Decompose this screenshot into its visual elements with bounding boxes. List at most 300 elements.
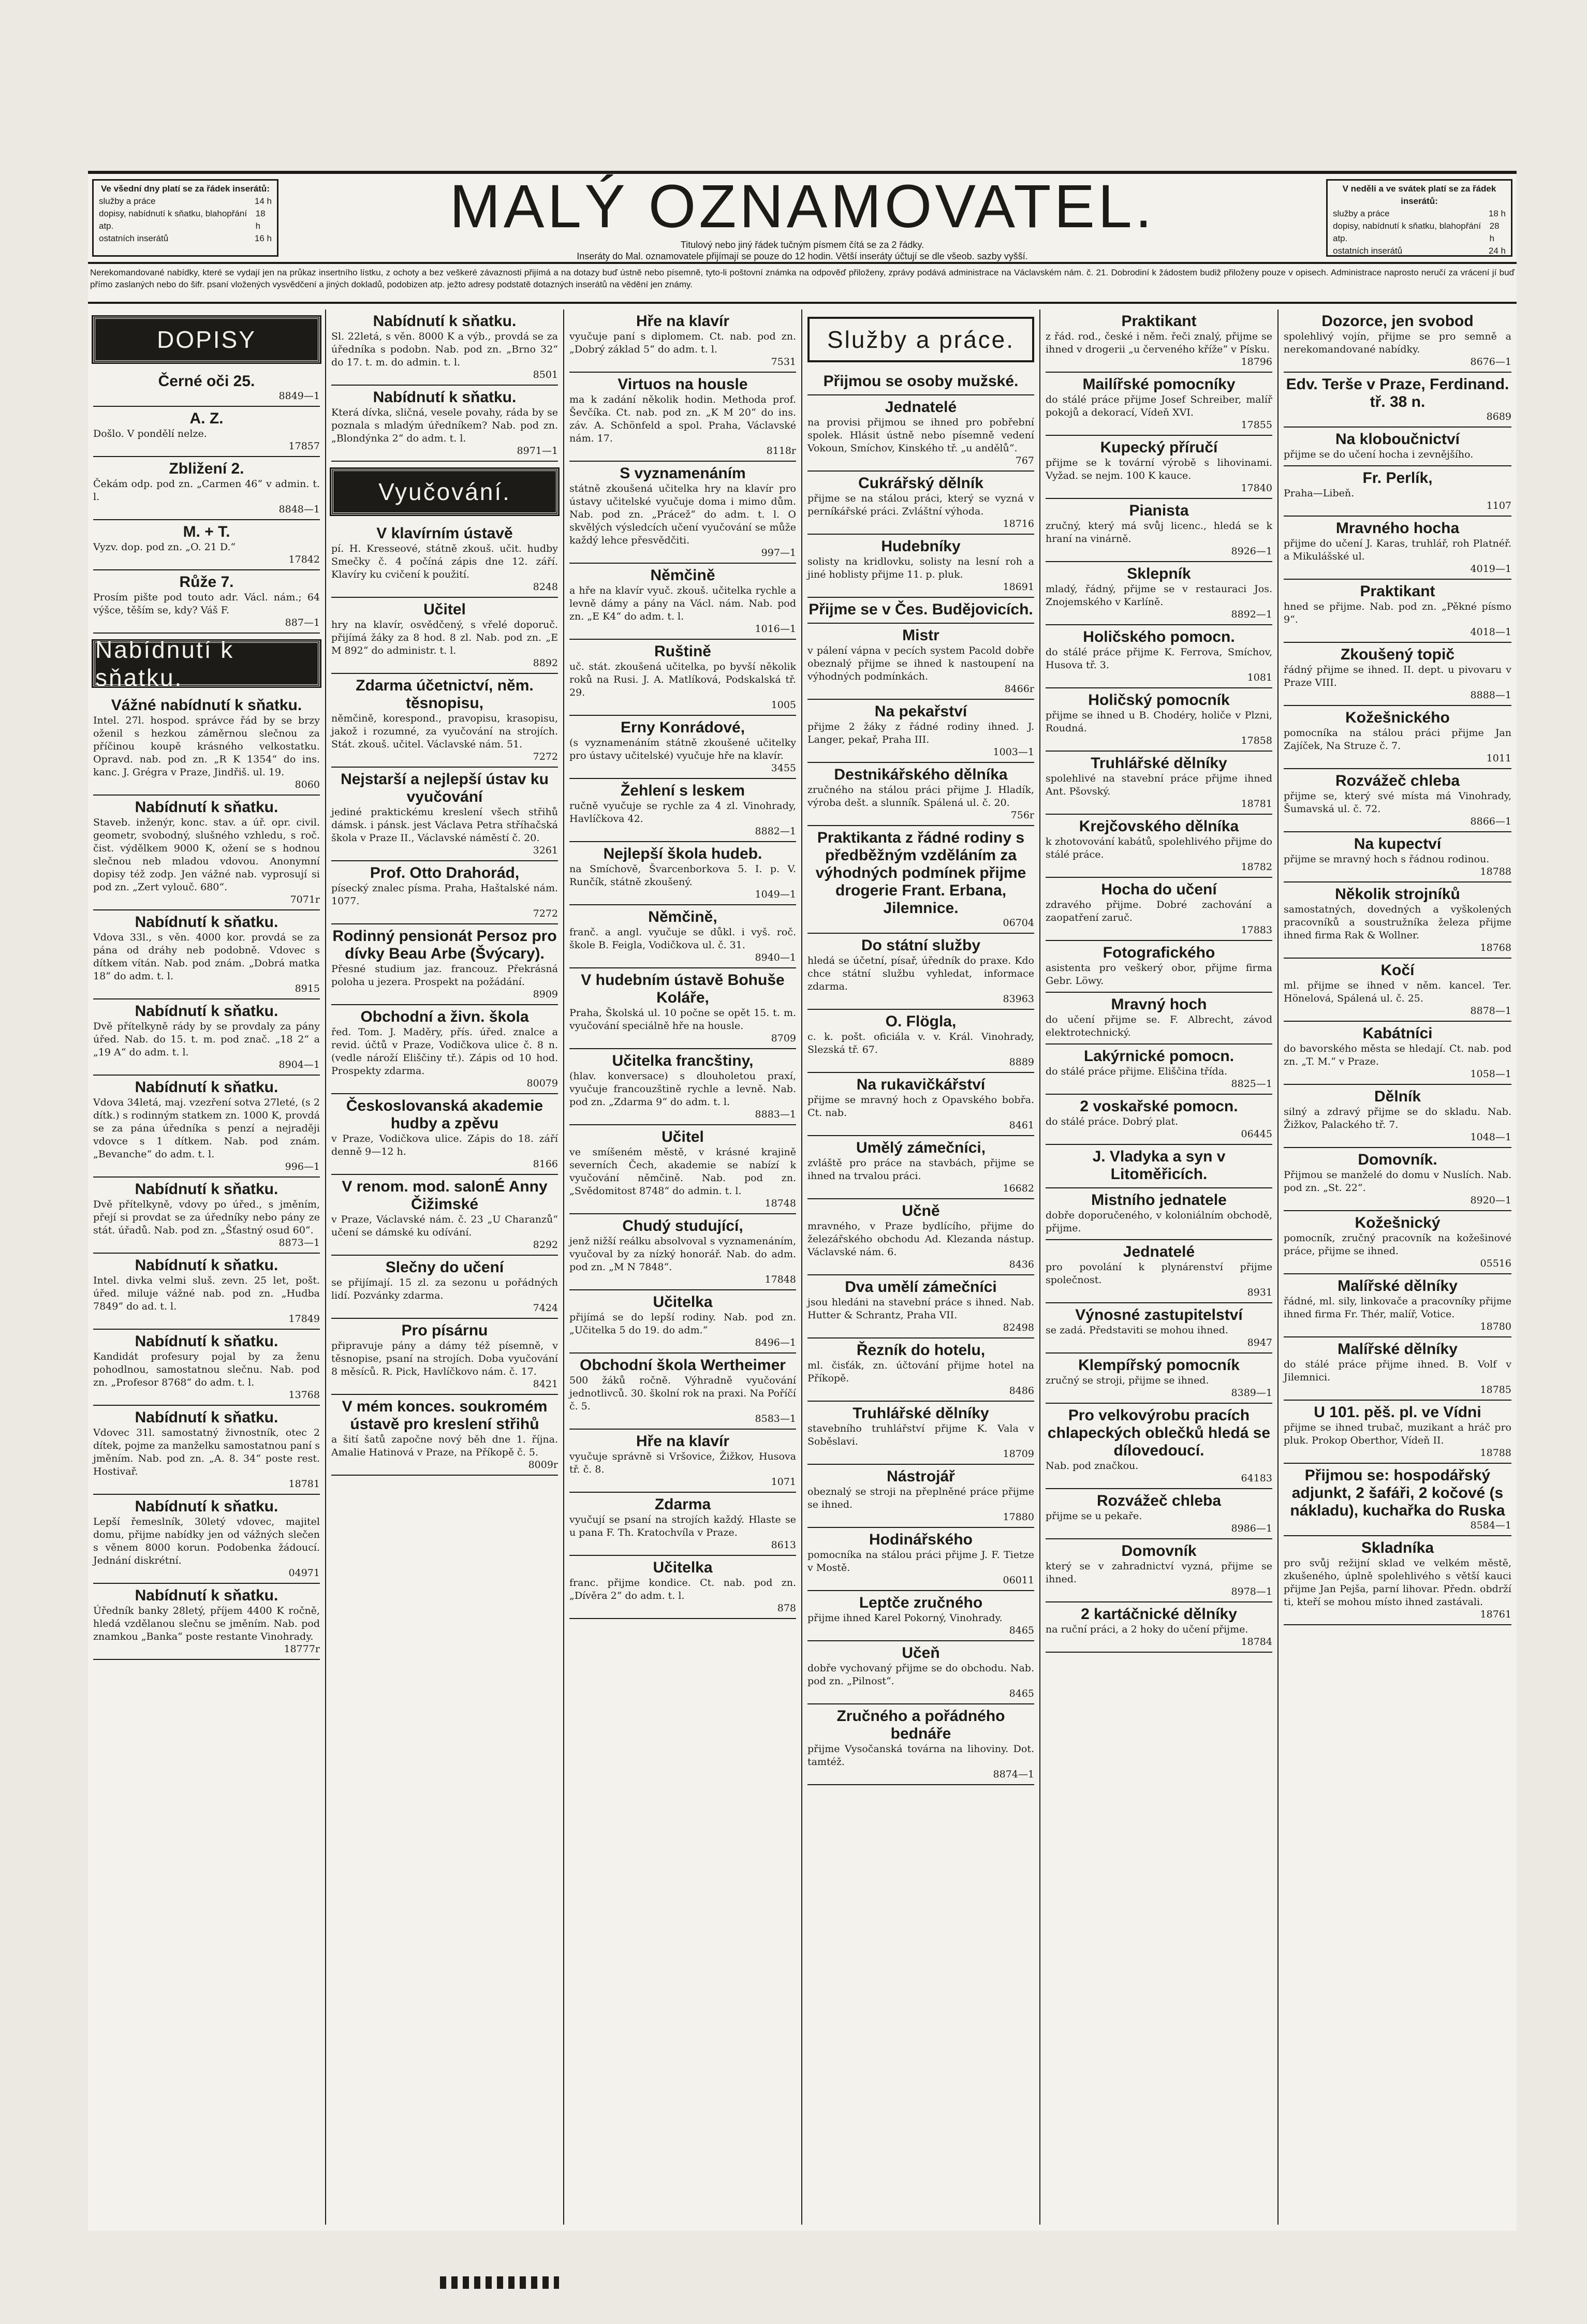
ad-headline: Hodinářského [869,1531,973,1548]
ad-body: přijme se k tovární výrobě s lihovinami. Vyžad. se nejm. 100 K kauce. [1046,457,1272,481]
ad-headline: Edv. Terše v Praze, Ferdinand. tř. 38 n. [1286,376,1509,410]
classified-ad [93,370,320,407]
ad-headline: Krejčovského dělníka [1079,818,1239,835]
rate-row [1333,208,1506,220]
classified-ad [1046,1095,1272,1145]
ad-body: přijme se u pekaře. [1046,1510,1142,1522]
ad-body: jediné praktickému kreslení všech střihů dámsk. i pánsk. jest Václava Petra stříhačská škola v Praze II., Václavské náměstí č. 20. [331,806,558,844]
ad-headline: Nabídnutí k sňatku. [135,1181,278,1198]
ad-headline: Kabátníci [1362,1025,1433,1042]
ad-body: ml. přijme se ihned v něm. kancel. Ter. Hönelová, Spálená ul. č. 25. [1284,980,1511,1004]
ad-headline: Mravného hocha [1335,520,1460,537]
ad-headline: Dozorce, jen svobod [1321,313,1474,330]
classified-ad [93,407,320,457]
classified-ad [807,1528,1034,1591]
classified-ad [93,999,320,1076]
classified-ad [1046,1145,1272,1188]
ad-number: 8486 [1009,1385,1034,1396]
rates-weekday-heading: Ve všední dny platí se za řádek inserátů: [101,184,270,194]
ad-headline: Nabídnutí k sňatku. [135,1498,278,1515]
ad-number: 3455 [771,762,796,774]
ad-headline: V klavírním ústavě [376,525,513,542]
classified-ad [1046,1489,1272,1539]
classified-ad [569,968,796,1049]
ad-number: 8849—1 [278,390,320,402]
ad-number: 06445 [1241,1128,1272,1140]
ad-headline: S vyznamenáním [620,465,746,482]
ad-headline: Přijmou se osoby mužské. [823,373,1019,390]
ad-number: 8889 [1009,1056,1034,1068]
classified-ad [807,535,1034,598]
ad-number: 8461 [1009,1120,1034,1131]
ad-headline: Jednatelé [885,399,957,416]
ad-headline: Jednatelé [1123,1243,1195,1260]
ad-body: zdravého přijme. Dobré zachování a zaopatření zaruč. [1046,899,1272,923]
ad-headline: Truhlářské dělníky [853,1405,989,1422]
classified-ad [807,1704,1034,1785]
ad-number: 8060 [295,779,320,790]
classified-ad [1046,752,1272,815]
ad-number: 8866—1 [1470,816,1511,827]
ad-headline: Mailířské pomocníky [1082,376,1236,393]
classified-ad [1284,769,1511,832]
classified-ad [807,1073,1034,1136]
ad-body: do stálé práce přijme. Eliščina třída. [1046,1066,1228,1077]
classified-ad [331,768,558,861]
ad-body: který se v zahradnictví vyzná, přijme se ihned. [1046,1561,1272,1585]
classified-ad [1284,706,1511,769]
ad-headline: Vážné nabídnutí k sňatku. [111,697,302,714]
ad-number: 8496—1 [755,1337,796,1348]
ad-headline: 2 kartáčnické dělníky [1081,1606,1237,1623]
ad-headline: J. Vladyka a syn v Litoměřicích. [1092,1148,1226,1183]
ad-body: a hře na klavír vyuč. zkouš. učitelka rychle a levně dámy a pány na Václ. nám. Nab. pod zn. „E K4“ do adm. t. l. [569,585,796,622]
ad-headline: Nabídnutí k sňatku. [135,799,278,816]
classified-ad [93,694,320,796]
classified-ad [1046,1404,1272,1489]
ad-body: na Smíchově, Švarcenborkova 5. I. p. V. Runčík, státně zkoušený. [569,863,796,888]
ad-number: 8436 [1009,1259,1034,1270]
rate-label: ostatních inserátů [1333,246,1403,256]
ad-number: 767 [1015,455,1034,466]
ad-body: Přijmou se manželé do domu v Nuslích. Nab. pod zn. „St. 22“. [1284,1169,1511,1194]
ad-body: přijme se ihned u B. Chodéry, holiče v Plzni, Roudná. [1046,710,1272,734]
ad-headline: Kožešnického [1345,709,1450,726]
classified-ad [1284,1022,1511,1085]
ad-body: zručného na stálou práci přijme J. Hladík, výroba dešt. a slunník. Spálená ul. č. 20. [807,784,1034,808]
ad-headline: Nabídnutí k sňatku. [135,1003,278,1020]
classified-ad [331,1175,558,1256]
ad-number: 83963 [1003,993,1034,1005]
classified-ad [93,1584,320,1660]
ad-number: 7424 [533,1302,558,1314]
classified-ad [569,1125,796,1214]
classified-ad [807,763,1034,826]
ad-number: 17858 [1241,735,1272,746]
ad-number: 18777r [284,1643,320,1655]
ad-headline: Klempířský pomocník [1078,1357,1240,1374]
ad-number: 8009r [528,1459,558,1470]
ad-number: 878 [777,1602,796,1614]
ad-number: 18781 [1241,798,1272,810]
ad-number: 8883—1 [755,1109,796,1120]
ad-body: zručný se stroji, přijme se ihned. [1046,1375,1209,1386]
ad-number: 06704 [1003,917,1034,929]
rate-label: dopisy, nabídnutí k sňatku, blahopřání atp. [99,209,247,231]
classified-ad [569,1354,796,1430]
ad-body: obeznalý se stroji na přeplněné práce přijme se ihned. [807,1486,1034,1510]
ad-headline: Pianista [1129,502,1189,519]
ad-body: Staveb. inženýr, konc. stav. a úř. opr. civil. geometr, svobodný, slušného vzhledu, s roč. čist. výdělkem 9000 K, ožení se s hodnou slečnou neb mladou vdovou. Anonymní dopisy též zodp. Jen vážné nab. vyprosují si pod zn. „Zert vylouč. 680“. [93,817,320,893]
ad-number: 17855 [1241,419,1272,431]
rates-holiday-heading: V neděli a ve svátek platí se za řádek inserátů: [1342,184,1496,206]
ad-headline: Nejstarší a nejlepší ústav ku vyučování [341,771,549,805]
ad-number: 8676—1 [1470,356,1511,367]
ad-number: 17883 [1241,924,1272,936]
ad-headline: Žehlení s leskem [620,782,745,799]
ad-number: 17840 [1241,482,1272,494]
section-banner: DOPISY [93,317,320,362]
classified-ad [1284,428,1511,466]
ad-number: 17857 [288,440,320,452]
binding-stitches [440,2276,559,2289]
ad-headline: Pro písárnu [401,1322,488,1339]
ad-number: 8915 [295,983,320,994]
classified-ad [93,1330,320,1406]
rate-price: 28 h [1489,221,1500,243]
ad-body: stavebního truhlářství přijme K. Vala v Soběslavi. [807,1423,1034,1447]
ad-body: solisty na kridlovku, solisty na lesní roh a jiné hoblisty přijme 11. p. pluk. [807,556,1034,580]
classified-ad [1046,993,1272,1045]
ad-headline: Učitel [662,1128,704,1145]
classified-ad [569,1214,796,1290]
ad-body: z řád. rod., české i něm. řeči znalý, přijme se ihned v drogerii „u červeného kříže“ v Písku. [1046,331,1272,355]
ad-number: 17842 [288,554,320,565]
rate-price: 18 h [255,209,266,231]
ad-headline: Prof. Otto Drahorád, [370,864,520,881]
ad-number: 1071 [771,1476,796,1488]
ad-column [1279,310,1517,2225]
ad-body: přijme do učení J. Karas, truhlář, roh Platnéř. a Mikulášské ul. [1284,538,1511,562]
ad-number: 8947 [1247,1337,1272,1348]
ad-body: Lepší řemeslník, 30letý vdovec, majitel domu, přijme nabídky jen od vážných slečen s věnem 8000 korun. Podobenka žádoucí. Jednání diskrétní. [93,1516,320,1566]
classified-ad [1284,517,1511,580]
classified-ad [1284,1148,1511,1211]
classified-ad [807,934,1034,1010]
ad-body: dobře doporučeného, v koloniálním obchodě, přijme. [1046,1210,1272,1234]
classified-ad [1284,1337,1511,1401]
classified-ad [1284,373,1511,428]
classified-ad [1284,1464,1511,1536]
classified-ad [1284,1211,1511,1274]
ad-headline: Lakýrnické pomocn. [1083,1048,1235,1065]
ad-number: 18761 [1480,1609,1511,1620]
ad-headline: Učitelka francštiny, [612,1052,754,1069]
classified-ad [1046,1188,1272,1240]
ad-headline: Černé oči 25. [158,373,255,390]
classified-ad [1284,1536,1511,1625]
classified-ad [569,373,796,462]
ad-number: 3261 [533,845,558,856]
classified-ad [93,457,320,520]
ad-headline: Na kloboučnictví [1335,431,1460,448]
ad-headline: V renom. mod. salonÉ Anny Čižimské [342,1178,548,1213]
ad-headline: M. + T. [183,523,230,540]
classified-ad [569,1290,796,1354]
ad-number: 8613 [771,1539,796,1551]
ad-column [802,310,1040,2225]
ad-headline: Učitel [423,601,466,618]
ad-body: mladý, řádný, přijme se v restauraci Jos. Znojemského v Karlíně. [1046,583,1272,608]
classified-ad [331,522,558,598]
ad-body: v Praze, Vodičkova ulice. Zápis do 18. září denně 9—12 h. [331,1133,558,1157]
ad-number: 1005 [771,699,796,711]
classified-ad [1284,643,1511,706]
rate-price: 18 h [1488,209,1506,218]
ad-number: 8909 [533,989,558,1000]
ad-number: 8986—1 [1231,1523,1272,1534]
ad-headline: Hře na klavír [636,313,730,330]
ad-headline: Nabídnutí k sňatku. [135,1333,278,1350]
classified-ad [1046,373,1272,436]
classified-ad [1046,1045,1272,1095]
ad-headline: Umělý zámečníci, [856,1139,986,1156]
section-banner: Služby a práce. [807,317,1034,362]
ad-body: přijme se na stálou práci, který se vyzná v perníkářské práci. Zvláštní výhoda. [807,493,1034,517]
ad-headline: Fotografického [1103,944,1215,961]
classified-ad [93,1076,320,1178]
ad-headline: Do státní služby [861,937,981,954]
masthead [88,171,1517,264]
rate-price: 24 h [1488,246,1506,256]
classified-ad [331,924,558,1005]
ad-headline: Nabídnutí k sňatku. [135,1409,278,1426]
ad-body: do bavorského města se hledají. Ct. nab. pod zn. „T. M.“ v Praze. [1284,1043,1511,1067]
classified-ad [569,905,796,968]
ad-number: 8878—1 [1470,1005,1511,1017]
classified-ad [1046,878,1272,941]
classified-ad [807,826,1034,934]
classified-ad [93,1178,320,1254]
ad-body: přijímá se do lepší rodiny. Nab. pod zn. „Učitelka 5 do 19. do adm.“ [569,1312,796,1336]
ad-body: přijme se, který své místa má Vinohrady, Šumavská ul. č. 72. [1284,790,1511,815]
ad-body: c. k. pošt. oficiála v. v. Král. Vinohrady, Slezská tř. 67. [807,1031,1034,1055]
ad-headline: Mistr [902,627,939,644]
rate-row [1333,220,1506,245]
ad-headline: Učně [902,1202,940,1219]
ad-number: 18709 [1003,1448,1034,1460]
classified-ad [1046,688,1272,752]
classified-ad [331,598,558,674]
ad-headline: Nabídnutí k sňatku. [135,914,278,931]
ad-column [1040,310,1279,2225]
ad-number: 8584—1 [1470,1520,1511,1531]
ad-headline: Zdarma účetnictví, něm. těsnopisu, [356,677,534,712]
classified-ad [331,386,558,462]
classified-ad [1046,1354,1272,1404]
ad-body: (hlav. konversace) s dlouholetou praxí, vyučuje francouzštině rychle a levně. Nab. pod zn. „Zdarma 9“ do adm. t. l. [569,1070,796,1108]
ad-body: němčině, korespond., pravopisu, krasopisu, jakož i rozumné, za vyučování na strojích. Stát. zkouš. učitel. Václavské nám. 51. [331,713,558,750]
ad-number: 7071r [290,894,320,905]
classified-ad [1046,1240,1272,1303]
ad-headline: Erny Konrádové, [620,719,745,736]
classified-ad [1284,1274,1511,1337]
ad-number: 8465 [1009,1688,1034,1699]
ad-number: 8940—1 [755,952,796,963]
ad-headline: Praktikanta z řádné rodiny s předběžným vzděláním za výhodných podmínek přijme drogerie Frant. Erbana, Jilemnice. [815,829,1026,917]
classified-ad [807,1010,1034,1073]
ad-headline: Malířské dělníky [1338,1341,1458,1358]
ad-headline: V mém konces. soukromém ústavě pro kreslení střihů [342,1398,548,1433]
classified-ad [93,1495,320,1584]
classified-ad [93,570,320,634]
ad-headline: Českoslovanská akademie hudby a zpěvu [346,1097,543,1132]
ad-body: Vdovec 31l. samostatný živnostník, otec 2 dítek, pojme za manželku samostatnou paní s jměním. Nab. pod zn. „A. 8. 34“ poste rest. Hostivař. [93,1427,320,1477]
ad-columns [88,310,1517,2225]
ad-headline: Skladníka [1361,1539,1434,1556]
ad-number: 18785 [1480,1384,1511,1395]
ad-column [326,310,564,2225]
ad-body: zvláště pro práce na stavbách, přijme se ihned na trvalou práci. [807,1157,1034,1182]
classified-ad [807,1275,1034,1338]
ad-number: 82498 [1003,1322,1034,1333]
ad-body: pro povolání k plynárenství přijme společnost. [1046,1261,1272,1286]
classified-ad [1046,562,1272,625]
ad-body: hledá se účetní, písař, úředník do praxe. Kdo chce státní službu vyhledat, informace zdarma. [807,955,1034,992]
ad-number: 17849 [288,1313,320,1325]
ad-number: 8882—1 [755,826,796,837]
ad-number: 18691 [1003,581,1034,593]
ad-number: 8709 [771,1033,796,1044]
ad-headline: Holičský pomocník [1088,692,1230,709]
ad-body: Dvě přítelkyně rády by se provdaly za pány úřed. Nab. do 15. t. m. pod znač. „18 2“ a „19 A“ do adm. t. l. [93,1021,320,1058]
ad-number: 1016—1 [755,623,796,635]
classified-ad [1046,1303,1272,1354]
section-banner: Vyučování. [331,469,558,514]
rates-holiday [1326,179,1512,257]
ad-body: jsou hledáni na stavební práce s ihned. Nab. Hutter & Schrantz, Praha VII. [807,1297,1034,1321]
ad-headline: Domovník. [1358,1151,1437,1168]
ad-body: přijme se mravný hoch z Opavského bobřa. Ct. nab. [807,1094,1034,1119]
ad-body: Intel. 27l. hospod. správce řád by se brzy oženil s hezkou záměrnou slečnou za příčinou koupě krásného velkostatku. Opravd. nab. pod zn. „R K 1354“ do ins. kanc. J. Grégra v Praze, Jindřiš. ul. 19. [93,715,320,778]
ad-number: 997—1 [761,547,796,558]
ad-number: 8848—1 [278,504,320,515]
classified-ad [331,1319,558,1395]
ad-number: 17848 [765,1274,796,1285]
ad-number: 18780 [1480,1321,1511,1332]
ad-headline: Fr. Perlík, [1362,469,1433,487]
ad-body: přijme Vysočanská továrna na lihoviny. Dot. tamtéž. [807,1743,1034,1768]
section-banner: Nabídnutí k sňatku. [93,641,320,686]
ad-body: řed. Tom. J. Maděry, přís. úřed. znalce a revid. účtů v Praze, Vodičkova ulice č. 8 n. (vedle nároží Eliščiny tř.). Zápis od 10 hod. Prospekty zdarma. [331,1026,558,1077]
ad-headline: Na kupectví [1354,835,1442,852]
ad-headline: Zkoušený topič [1340,646,1455,663]
ad-number: 7272 [533,751,558,762]
ad-headline: Učeň [902,1644,940,1661]
ad-headline: Přijme se v Čes. Budějovicích. [809,601,1033,618]
classified-ad [1046,625,1272,688]
ad-body: do stálé práce přijme K. Ferrova, Smíchov, Husova tř. 3. [1046,646,1272,671]
ad-body: (s vyznamenáním státně zkoušené učitelky pro ústavy učitelské) vyučuje hře na klavír. [569,737,796,761]
rate-price: 16 h [254,233,272,243]
page-title: MALÝ OZNAMOVATEL. [449,172,1155,241]
ad-headline: Malířské dělníky [1338,1277,1458,1295]
ad-headline: Několik strojníků [1335,886,1460,903]
classified-ad [93,1254,320,1330]
classified-ad [569,1430,796,1493]
rate-row [99,208,272,232]
ad-body: ma k zadání několik hodin. Methoda prof. Ševčíka. Ct. nab. pod zn. „K M 20“ do ins. záv. A. Schönfeld a spol. Praha, Václavské nám. 17. [569,394,796,444]
ad-headline: Němčině [650,567,715,584]
ad-body: písecký znalec písma. Praha, Haštalské nám. 1077. [331,882,558,907]
ad-headline: Ruštině [654,643,711,660]
ad-column [564,310,802,2225]
ad-number: 8931 [1247,1287,1272,1298]
ad-number: 8926—1 [1231,546,1272,557]
classified-ad [807,1402,1034,1465]
ad-number: 64183 [1241,1473,1272,1484]
ad-number: 16682 [1003,1183,1034,1194]
ad-headline: Dva umělí zámečníci [845,1278,997,1296]
ad-body: Intel. divka velmi sluš. zevn. 25 let, pošt. úřed. miluje vážné nab. pod zn. „Hudba 7849“ do ad. t. l. [93,1275,320,1312]
ad-number: 7531 [771,356,796,367]
ad-body: pro svůj režijní sklad ve velkém městě, zkušeného, úplně spolehlivého s větší kauci přijme Jan Pejša, parní lihovar. Předn. obdrží ti, kteří se mohou místo ihned zastávali. [1284,1557,1511,1608]
ad-body: spolehlivé na stavební práce přijme ihned Ant. Pšovský. [1046,773,1272,797]
ad-number: 8892 [533,657,558,669]
classified-ad [807,1465,1034,1528]
classified-ad [1284,1401,1511,1464]
ad-headline: Leptče zručného [859,1594,983,1611]
ad-headline: Výnosné zastupitelství [1075,1306,1243,1323]
ad-body: ml. čisťák, zn. účtování přijme hotel na Příkopě. [807,1360,1034,1384]
ad-number: 1003—1 [993,746,1034,758]
ad-body: pomocníka na stálou práci přijme J. F. Tietze v Mostě. [807,1549,1034,1573]
ad-body: jenž nižší reálku absolvoval s vyznamenáním, vyučoval by za nízký honorář. Nab. do adm. pod zn. „M N 7848“. [569,1235,796,1273]
classified-ad [331,1395,558,1476]
ad-headline: Domovník [1121,1542,1197,1560]
ad-number: 18788 [1480,1447,1511,1459]
ad-headline: Rodinný pensionát Persoz pro dívky Beau Arbe (Švýcary). [332,928,557,962]
ad-body: hned se přijme. Nab. pod zn. „Pěkné písmo 9“. [1284,601,1511,625]
ad-body: do stálé práce přijme Josef Schreiber, malíř pokojů a dekorací, Vídeň XVI. [1046,394,1272,418]
ad-headline: Na pekařství [874,703,967,720]
ad-body: pomocník, zručný pracovník na kožešinové práce, přijme se ihned. [1284,1232,1511,1257]
ad-headline: Nástrojář [887,1468,955,1485]
ad-headline: Zručného a pořádného bednáře [836,1708,1005,1742]
ad-number: 1011 [1486,753,1511,764]
classified-ad [93,796,320,910]
ad-headline: Rozvážeč chleba [1096,1492,1222,1509]
ad-body: 500 žáků ročně. Výhradně vyučování jednotlivců. 30. školní rok na praxi. Na Poříčí č. 5. [569,1375,796,1412]
ad-number: 8920—1 [1470,1195,1511,1206]
ad-headline: Dělník [1374,1088,1421,1105]
ad-headline: Nabídnutí k sňatku. [135,1587,278,1604]
classified-ad [93,520,320,570]
ad-body: státně zkoušená učitelka hry na klavír pro ústavy učitelské vyučuje doma i mimo dům. Nab. pod zn. „Prácež“ do adm. t. l. O skvělých výsledcích učení vyučování se může každý lehce přesvědčiti. [569,483,796,546]
ad-body: pí. H. Kresseové, státně zkouš. učit. hudby Smečky č. 4 počíná zápis dne 12. září. Klavíry ku cvičení k použití. [331,543,558,580]
ad-body: do stálé práce přijme ihned. B. Volf v Jilemnici. [1284,1359,1511,1383]
ad-headline: Nabídnutí k sňatku. [135,1079,278,1096]
ad-number: 8292 [533,1239,558,1251]
ad-number: 1058—1 [1470,1068,1511,1080]
ad-body: se zadá. Představiti se mohou ihned. [1046,1325,1228,1336]
ad-headline: Destnikářského dělníka [834,766,1008,783]
ad-body: franč. a angl. vyučuje se důkl. i vyš. roč. škole B. Feigla, Vodičkova ul. č. 31. [569,926,796,951]
classified-ad [807,1136,1034,1199]
ad-headline: Zbližení 2. [169,460,244,477]
ad-headline: Nabídnutí k sňatku. [373,389,517,406]
ad-body: Došlo. V pondělí nelze. [93,428,207,439]
